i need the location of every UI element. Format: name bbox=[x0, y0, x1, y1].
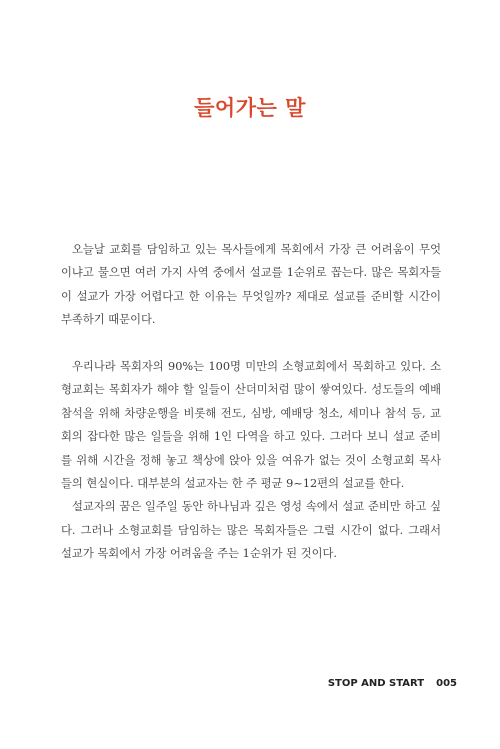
page-title: 들어가는 말 bbox=[194, 96, 306, 120]
running-title: STOP AND START bbox=[327, 678, 425, 689]
page-number: 005 bbox=[436, 678, 457, 689]
page-footer bbox=[328, 678, 457, 689]
paragraph: 오늘날 교회를 담임하고 있는 목사들에게 목회에서 가장 큰 어려움이 무엇이냐고 물으면 여러 가지 사역 중에서 설교를 1순위로 꼽는다. 많은 목회자들이 설교가 가장 어렵다고 한 이유는 무엇일까? 제대로 설교를 준비할 시간이 부족하기 때문이다. bbox=[61, 243, 441, 327]
paragraph: 우리나라 목회자의 90%는 100명 미만의 소형교회에서 목회하고 있다. 소형교회는 목회자가 해야 할 일들이 산더미처럼 많이 쌓여있다. 성도들의 예배 참석을 위해 차량운행을 비롯해 전도, 심방, 예배당 청소, 세미나 참석 등, 교회의 잡다한 많은 일들을 위해 1인 다역을 하고 있다. 그러다 보니 설교 준비를 위해 시간을 정해 놓고 책상에 앉아 있을 여유가 없는 것이 소형교회 목사들의 현실이다. 대부분의 설교자는 한 주 평균 9~12편의 설교를 한다. bbox=[61, 360, 441, 491]
paragraph: 설교자의 꿈은 일주일 동안 하나님과 깊은 영성 속에서 설교 준비만 하고 싶다. 그러나 소형교회를 담임하는 많은 목회자들은 그럴 시간이 없다. 그래서 설교가 목회에서 가장 어려움을 주는 1순위가 된 것이다. bbox=[61, 500, 441, 561]
body-text bbox=[61, 238, 441, 566]
